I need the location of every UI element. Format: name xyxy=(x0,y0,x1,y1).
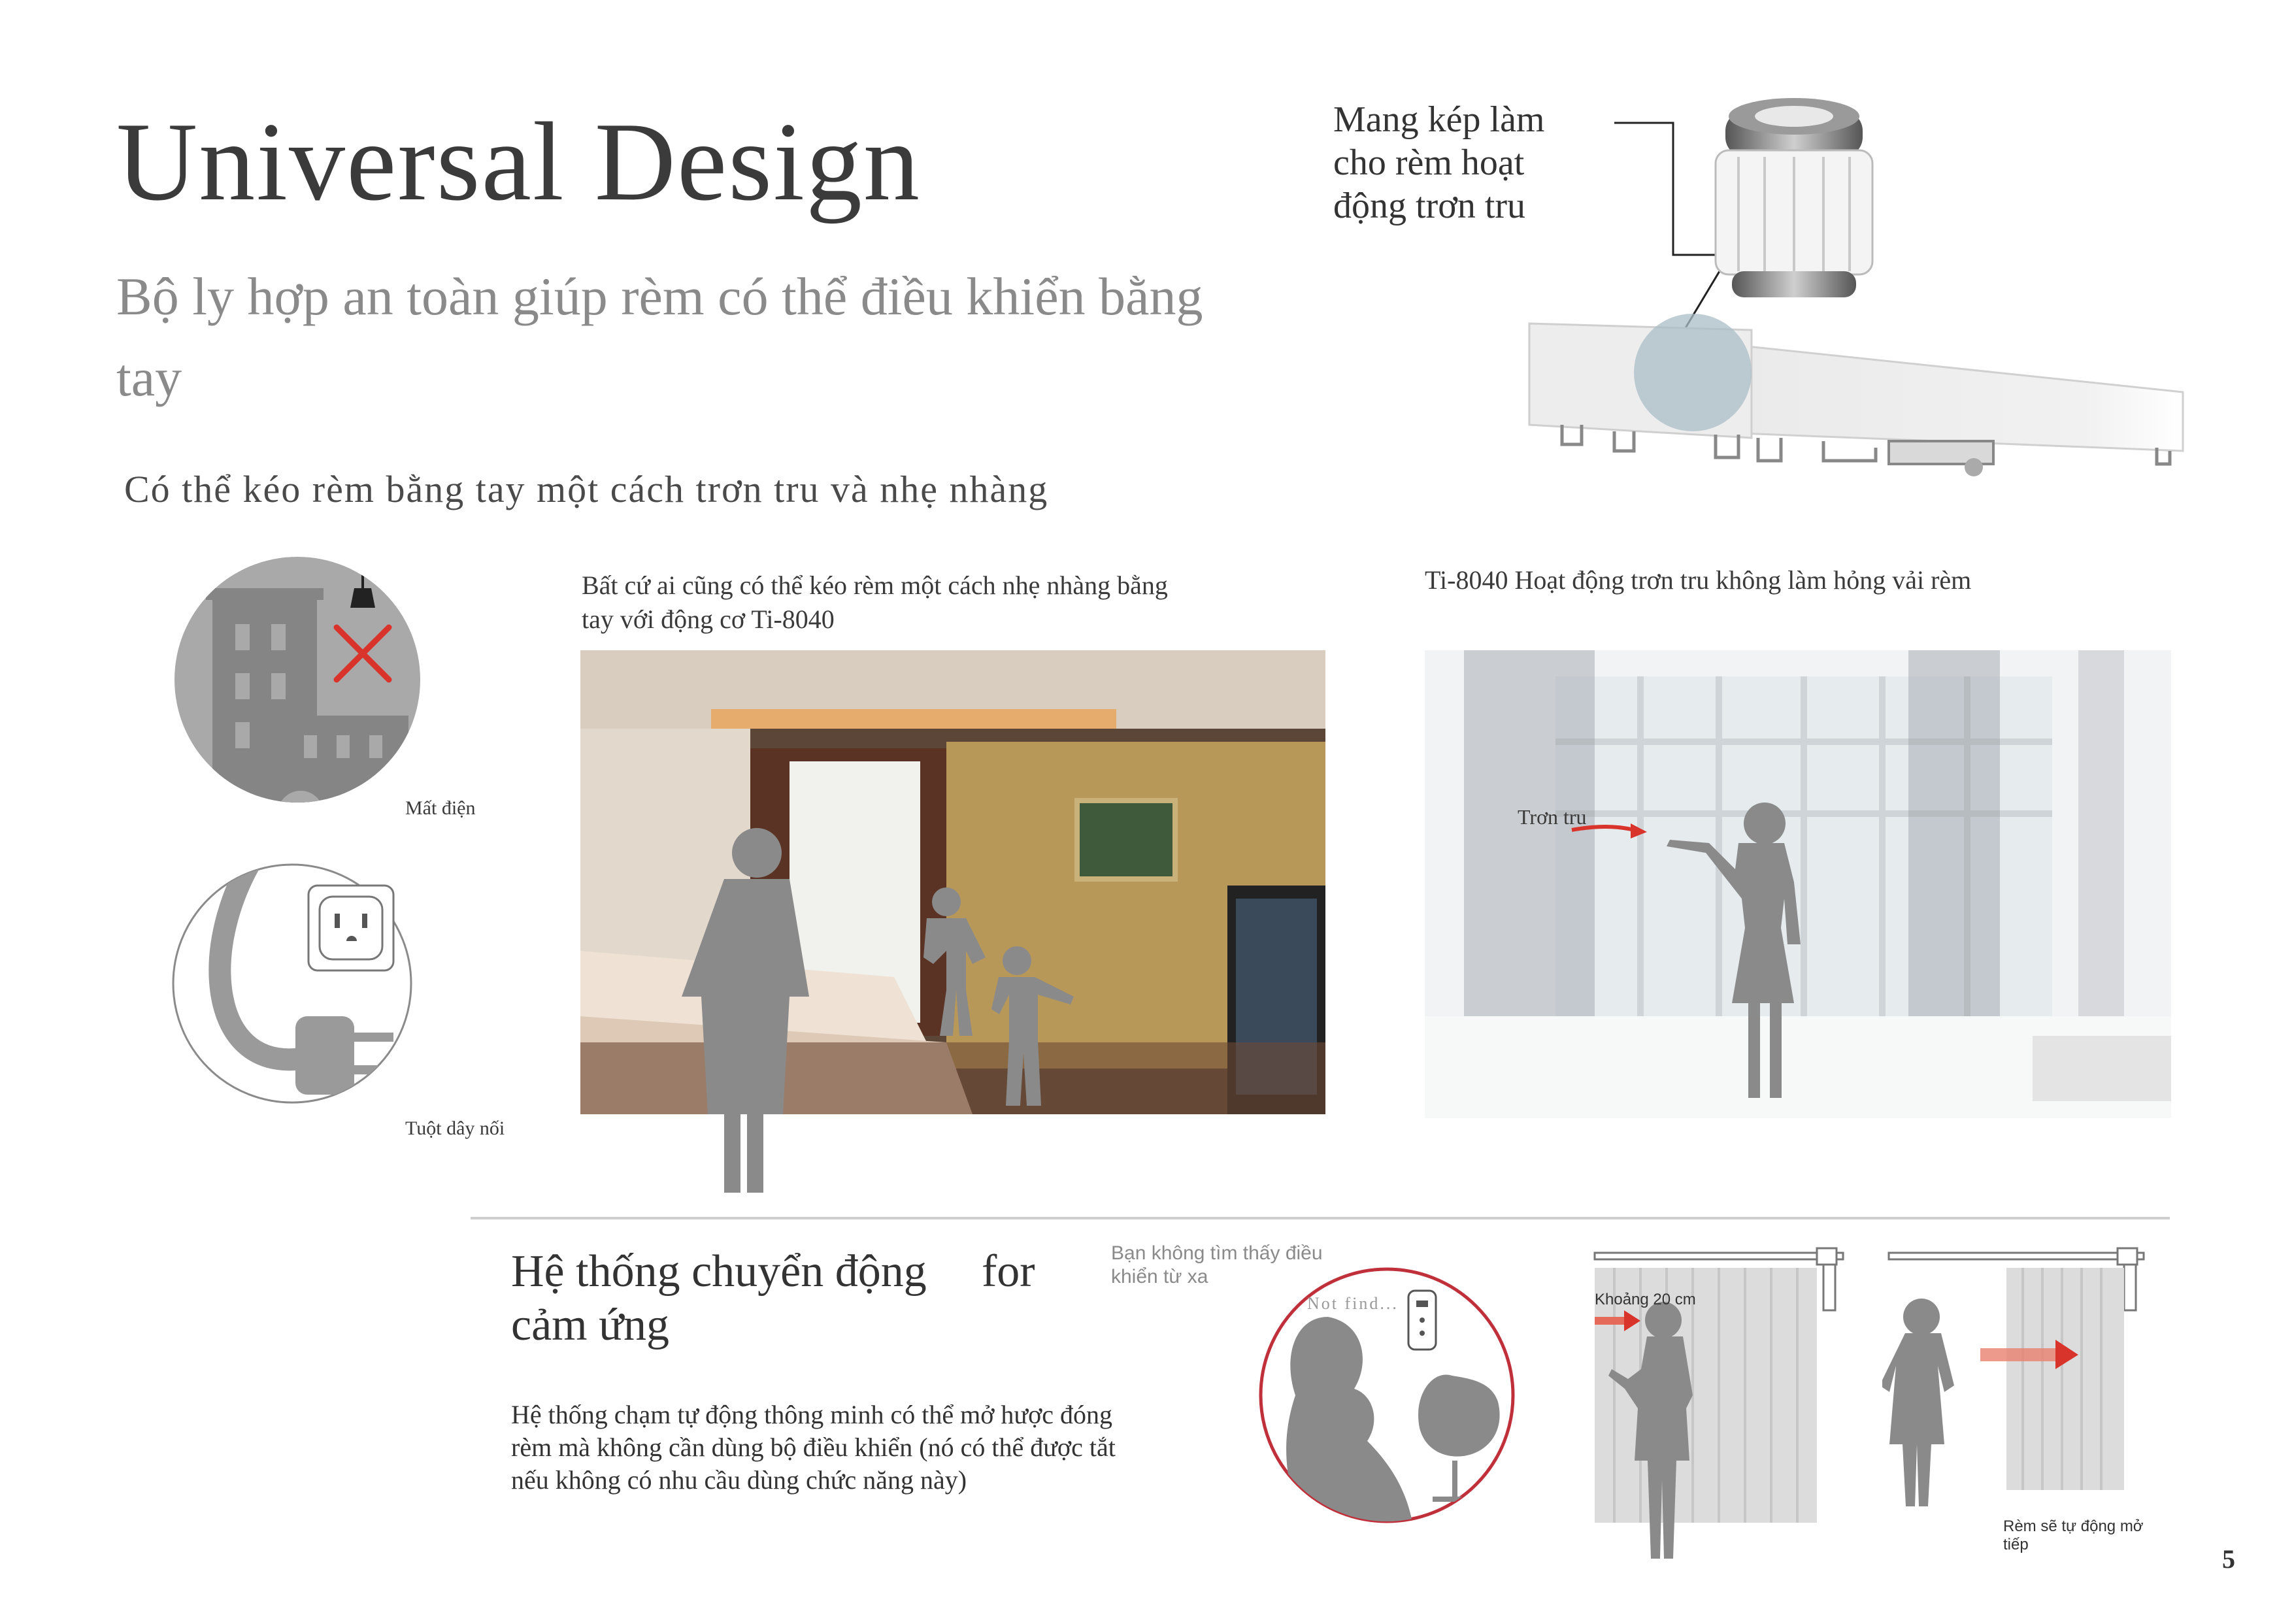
touch-body: Hệ thống chạm tự động thông minh có thể mở hược đóng rèm mà không cần dùng bộ điều khiển (nó có thể được tắt nếu không có nhu cầu dùng chức năng này) xyxy=(511,1400,1116,1495)
not-find-label: Not find... xyxy=(1307,1294,1399,1313)
bedroom-caption: Bất cứ ai cũng có thể kéo rèm một cách nhẹ nhàng bằng tay với động cơ Ti-8040 xyxy=(582,571,1168,634)
page-number: 5 xyxy=(2222,1544,2235,1574)
power-outage-label: Mất điện xyxy=(405,797,476,819)
auto-open-label: Rèm sẽ tự động mở tiếp xyxy=(2003,1517,2144,1553)
touch-heading-for: for xyxy=(982,1246,1035,1297)
page-title: Universal Design xyxy=(116,100,921,224)
touch-heading xyxy=(511,1245,1086,1352)
page-subtitle: Bộ ly hợp an toàn giúp rèm có thể điều khiển bằng tay xyxy=(116,267,1203,407)
section-divider xyxy=(471,1217,2170,1219)
curtain-auto-open-illustration xyxy=(1882,1245,2157,1506)
touch-heading-line2: cảm ứng xyxy=(511,1300,670,1350)
manual-lead: Có thể kéo rèm bằng tay một cách trơn tru và nhẹ nhàng xyxy=(124,468,1049,510)
distance-label: Khoảng 20 cm xyxy=(1595,1291,1696,1308)
window-caption: Ti-8040 Hoạt động trơn tru không làm hỏng vải rèm xyxy=(1425,565,1972,595)
remote-note: Bạn không tìm thấy điều khiển từ xa xyxy=(1111,1242,1323,1287)
power-outage-illustration xyxy=(173,539,422,814)
unplugged-label: Tuột dây nối xyxy=(405,1118,505,1139)
unplugged-illustration xyxy=(171,856,413,1118)
bearing-label: Mang kép làm cho rèm hoạt động trơn tru xyxy=(1333,99,1545,226)
rail-bearing-illustration xyxy=(1503,85,2196,510)
touch-heading-line1: Hệ thống chuyển động xyxy=(511,1246,927,1297)
smooth-label: Trơn tru xyxy=(1518,805,1587,829)
bedroom-photo xyxy=(580,650,1325,1199)
window-photo xyxy=(1425,650,2171,1118)
